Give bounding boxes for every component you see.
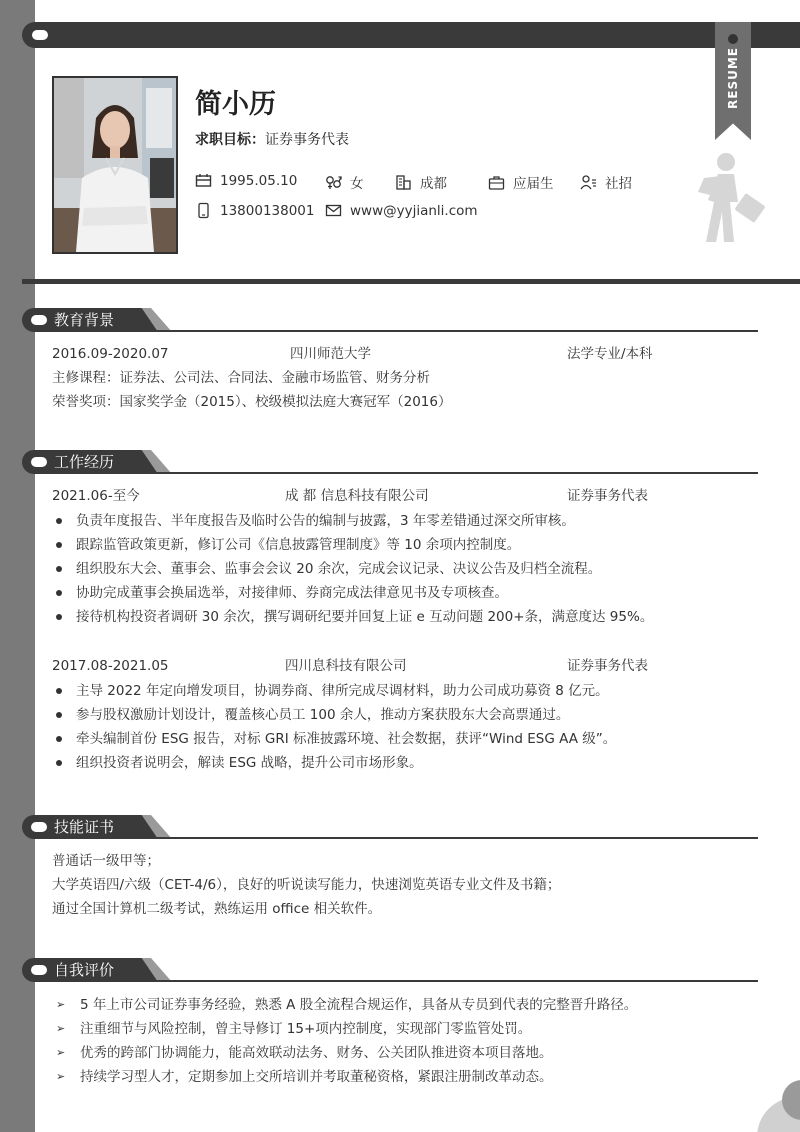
section-tab-education <box>22 308 172 332</box>
photo-illustration <box>54 78 176 252</box>
arrow-bullet-icon: ➢ <box>56 998 66 1011</box>
phone-icon <box>195 202 212 219</box>
skill-line: 大学英语四/六级（CET-4/6），良好的听说读写能力，快速浏览英语专业文件及书籍； <box>52 877 561 893</box>
arrow-bullet-icon: ➢ <box>56 1046 66 1059</box>
city-value: 成都 <box>420 176 447 192</box>
section-title: 技能证书 <box>54 818 115 836</box>
section-tab-skills <box>22 815 172 839</box>
recruit-value: 社招 <box>605 176 632 192</box>
arrow-bullet-icon: ➢ <box>56 1070 66 1083</box>
section-title: 工作经历 <box>54 453 115 471</box>
status-value: 应届生 <box>513 176 554 192</box>
birth-value: 1995.05.10 <box>220 172 298 189</box>
profile-photo <box>52 76 178 254</box>
ribbon-label-wrap <box>715 38 751 118</box>
objective-value: 证券事务代表 <box>265 132 349 148</box>
info-status <box>488 172 554 192</box>
section-tab-work <box>22 450 172 474</box>
job-company: 四川息科技有限公司 <box>285 658 407 674</box>
ribbon-label: RESUME <box>726 47 740 109</box>
edu-school: 四川师范大学 <box>290 346 371 362</box>
section-title: 教育背景 <box>54 311 115 329</box>
job-role: 证券事务代表 <box>567 658 648 674</box>
gender-value: 女 <box>350 176 364 192</box>
header-divider <box>22 279 800 284</box>
info-phone <box>195 202 314 219</box>
info-city <box>395 172 447 192</box>
edu-awards: 荣誉奖项：国家奖学金（2015）、校级模拟法庭大赛冠军（2016） <box>52 394 452 410</box>
walker-icon <box>690 152 766 248</box>
job-role: 证券事务代表 <box>567 488 648 504</box>
briefcase-icon <box>488 174 505 191</box>
skill-line: 通过全国计算机二级考试，熟练运用 office 相关软件。 <box>52 901 382 917</box>
edu-major: 法学专业/本科 <box>567 346 653 362</box>
phone-value: 13800138001 <box>220 202 315 219</box>
info-email <box>325 202 478 219</box>
band-dot <box>32 30 48 40</box>
edu-courses: 主修课程：证券法、公司法、合同法、金融市场监管、财务分析 <box>52 370 430 386</box>
person-list-icon <box>580 174 597 191</box>
info-birth <box>195 172 297 189</box>
gender-icon <box>325 174 342 191</box>
section-line <box>150 472 758 474</box>
section-line <box>150 837 758 839</box>
objective-label: 求职目标： <box>195 132 265 148</box>
section-line <box>150 330 758 332</box>
section-tab-self <box>22 958 172 982</box>
arrow-bullet-icon: ➢ <box>56 1022 66 1035</box>
job-objective <box>195 129 349 149</box>
section-title: 自我评价 <box>54 961 115 979</box>
building-icon <box>395 174 412 191</box>
info-recruit <box>580 172 632 192</box>
mail-icon <box>325 202 342 219</box>
section-line <box>150 980 758 982</box>
skill-line: 普通话一级甲等； <box>52 853 160 869</box>
edu-period: 2016.09-2020.07 <box>52 346 169 362</box>
job-period: 2017.08-2021.05 <box>52 658 169 674</box>
candidate-name: 简小历 <box>195 89 276 120</box>
email-value: www@yyjianli.com <box>350 202 478 219</box>
info-gender <box>325 172 364 192</box>
job-period: 2021.06-至今 <box>52 488 140 504</box>
job-company: 成 都 信息科技有限公司 <box>285 488 429 504</box>
calendar-icon <box>195 172 212 189</box>
header-top-band <box>22 22 800 48</box>
